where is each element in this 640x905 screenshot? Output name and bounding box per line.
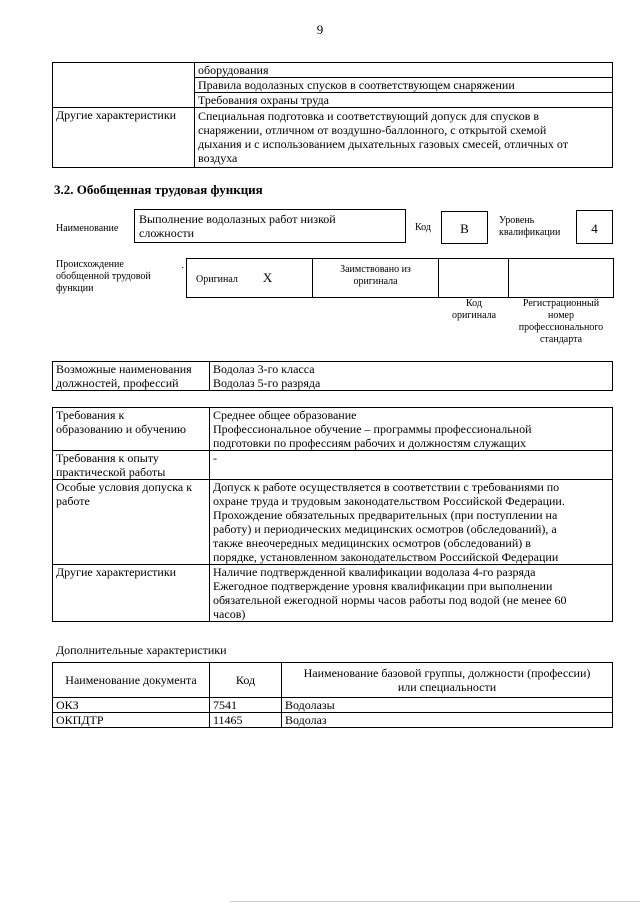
req-education-label: Требования к образованию и обучению (53, 408, 210, 451)
code-caption: Код оригинала (451, 298, 497, 321)
additional-table (52, 662, 613, 728)
req-education-value: Среднее общее образование Профессиональное обучение – программы профессиональной подготовки по профессиям рабочих и должностям служащих (210, 408, 613, 451)
top-table (52, 62, 613, 168)
header-name: Наименование базовой группы, должности (профессии) или специальности (282, 663, 613, 698)
req-other-value: Наличие подтвержденной квалификации водолаза 4-го разряда Ежегодное подтверждение уровня квалификации при выполнении обязательной ежегодной нормы часов работы под водой (не менее 60 часов) (210, 565, 613, 622)
positions-values: Водолаз 3-го класса Водолаз 5-го разряда (210, 362, 613, 391)
top-row-1: оборудования (195, 63, 613, 78)
req-other-label: Другие характеристики (53, 565, 210, 622)
name-label: Наименование (56, 223, 119, 234)
origin-reg-cell (509, 259, 614, 298)
origin-table (186, 258, 614, 298)
header-doc: Наименование документа (53, 663, 210, 698)
origin-label: Происхождение обобщенной трудовой функции (56, 259, 151, 294)
additional-title: Дополнительные характеристики (56, 643, 227, 657)
positions-label: Возможные наименования должностей, профессий (53, 362, 210, 391)
positions-table (52, 361, 613, 391)
level-value: 4 (591, 221, 598, 236)
req-experience-label: Требования к опыту практической работы (53, 451, 210, 480)
top-other-label: Другие характеристики (53, 108, 195, 168)
original-mark: X (262, 269, 273, 285)
top-row-2: Правила водолазных спусков в соответствующем снаряжении (195, 78, 613, 93)
header-code: Код (210, 663, 282, 698)
table-row: ОКПДТР 11465 Водолаз (53, 713, 613, 728)
borrowed-cell: Заимствовано из оригинала (313, 259, 439, 298)
req-admission-label: Особые условия допуска к работе (53, 480, 210, 565)
original-label: Оригинал (196, 273, 238, 285)
top-other-value: Специальная подготовка и соответствующий допуск для спусков в снаряжении, отличном от воздушно-баллонного, с открытой схемой дыхания и с использованием дыхательных газовых смесей, отличных от воздуха (195, 108, 613, 168)
table-row: ОКЗ 7541 Водолазы (53, 698, 613, 713)
requirements-table (52, 407, 613, 622)
reg-caption: Регистрационный номер профессионального стандарта (518, 298, 604, 345)
top-row-3: Требования охраны труда (195, 93, 613, 108)
level-label: Уровень квалификации (499, 215, 561, 238)
code-box (441, 211, 488, 244)
req-admission-value: Допуск к работе осуществляется в соответствии с требованиями по охране труда и трудовым законодательством Российской Федерации. Прохождение обязательных предварительных (при поступлении на работу) и периодических медицинских осмотров (обследований), а также внеочередных медицинских осмотров (обследований) в порядке, установленном законодательством Российской Федерации (210, 480, 613, 565)
code-value: B (460, 221, 469, 236)
function-name-box: Выполнение водолазных работ низкой сложности (134, 209, 406, 243)
req-experience-value: - (210, 451, 613, 480)
origin-code-cell (439, 259, 509, 298)
page-number: 9 (316, 22, 324, 37)
level-box (576, 210, 613, 244)
code-label: Код (415, 222, 431, 233)
scan-edge (230, 901, 640, 902)
section-title: 3.2. Обобщенная трудовая функция (54, 182, 263, 197)
